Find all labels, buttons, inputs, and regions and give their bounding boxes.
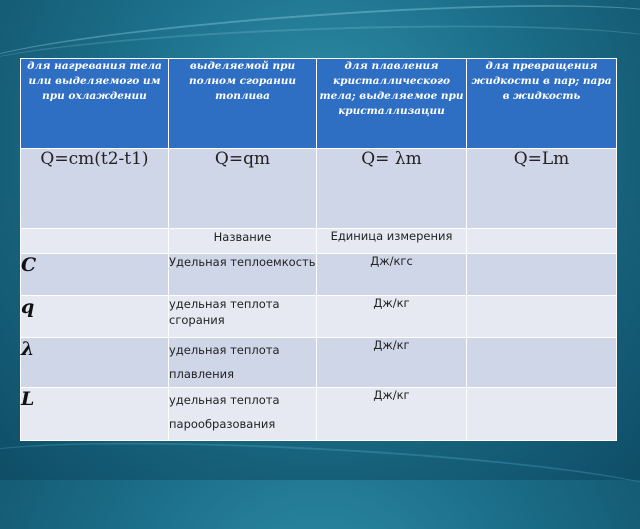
column-name-label: Название <box>169 229 317 254</box>
quantity-name: удельная теплота сгорания <box>169 296 317 338</box>
formula-melting: Q= λm <box>317 149 467 229</box>
quantity-unit: Дж/кг <box>317 388 467 441</box>
empty-cell <box>21 229 169 254</box>
quantity-unit: Дж/кг <box>317 296 467 338</box>
header-vaporization: для превращения жидкости в пар; пара в жидкость <box>467 59 617 149</box>
column-unit-label: Единица измерения <box>317 229 467 254</box>
quantity-unit: Дж/кг <box>317 338 467 388</box>
formula-heating: Q=cm(t2-t1) <box>21 149 169 229</box>
empty-cell <box>467 296 617 338</box>
symbol-lambda: λ <box>21 338 169 388</box>
table-row <box>21 388 617 441</box>
heat-formulas-table <box>20 58 617 441</box>
table-header-row <box>21 229 617 254</box>
empty-cell <box>467 388 617 441</box>
quantity-name: удельная теплота плавления <box>169 338 317 388</box>
table-row <box>21 254 617 296</box>
empty-cell <box>467 254 617 296</box>
quantity-unit: Дж/кгс <box>317 254 467 296</box>
quantity-name: удельная теплота парообразования <box>169 388 317 441</box>
symbol-l: L <box>21 388 169 441</box>
quantity-name: Удельная теплоемкость <box>169 254 317 296</box>
formula-vaporization: Q=Lm <box>467 149 617 229</box>
table-row <box>21 338 617 388</box>
symbol-q: q <box>21 296 169 338</box>
background-wave <box>0 429 640 529</box>
symbol-c: C <box>21 254 169 296</box>
formula-row <box>21 149 617 229</box>
formula-combustion: Q=qm <box>169 149 317 229</box>
table-row <box>21 296 617 338</box>
header-row <box>21 59 617 149</box>
header-melting: для плавления кристаллического тела; выделяемое при кристаллизации <box>317 59 467 149</box>
empty-cell <box>467 229 617 254</box>
empty-cell <box>467 338 617 388</box>
header-combustion: выделяемой при полном сгорании топлива <box>169 59 317 149</box>
header-heating: для нагревания тела или выделяемого им при охлаждении <box>21 59 169 149</box>
